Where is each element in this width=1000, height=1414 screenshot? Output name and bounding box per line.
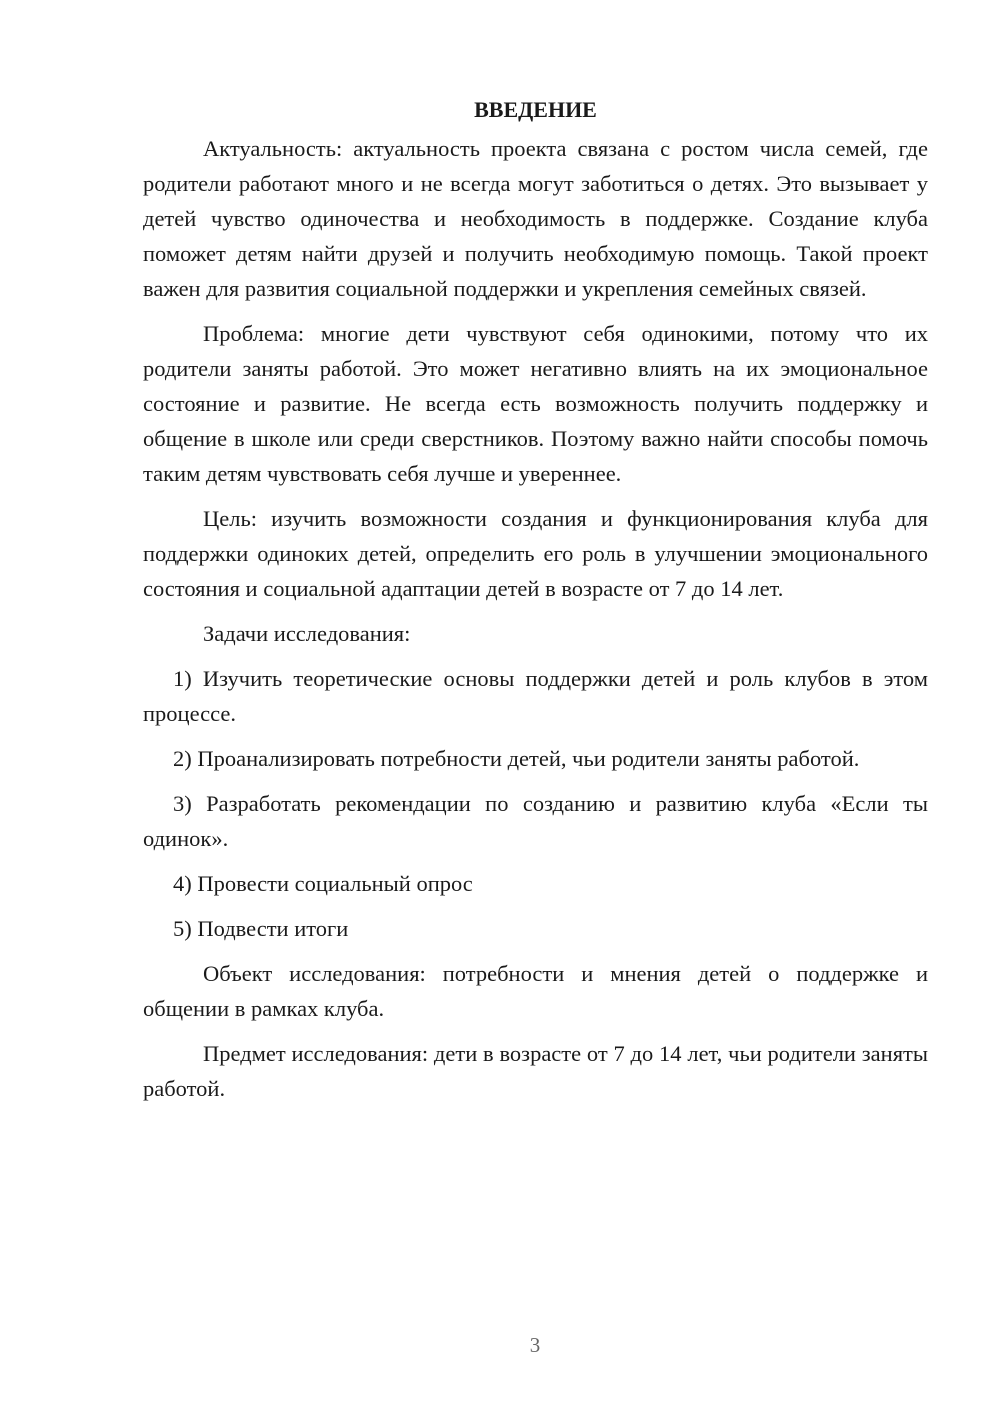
relevance-paragraph: Актуальность: актуальность проекта связана с ростом числа семей, где родители работают много и не всегда могут заботиться о детях. Это вызывает у детей чувство одиночества и необходимость в поддержке. Создание клуба поможет детям найти друзей и получить необходимую помощь. Такой проект важен для развития социальной поддержки и укрепления семейных связей. [143, 136, 928, 301]
subject-paragraph: Предмет исследования: дети в возрасте от 7 до 14 лет, чьи родители заняты работой. [143, 1041, 928, 1101]
task-item: 3) Разработать рекомендации по созданию и развитию клуба «Если ты одинок». [143, 791, 928, 851]
tasks-title: Задачи исследования: [203, 621, 411, 646]
task-item: 2) Проанализировать потребности детей, чьи родители заняты работой. [173, 746, 860, 771]
task-list [143, 661, 928, 946]
object-paragraph: Объект исследования: потребности и мнения детей о поддержке и общении в рамках клуба. [143, 961, 928, 1021]
section-heading: ВВЕДЕНИЕ [474, 97, 597, 122]
document-page [143, 92, 928, 1116]
task-item: 5) Подвести итоги [173, 916, 349, 941]
goal-paragraph: Цель: изучить возможности создания и функционирования клуба для поддержки одиноких детей, определить его роль в улучшении эмоционального состояния и социальной адаптации детей в возрасте от 7 до 14 лет. [143, 506, 928, 601]
page-number: 3 [529, 1333, 541, 1357]
task-item: 1) Изучить теоретические основы поддержки детей и роль клубов в этом процессе. [143, 666, 928, 726]
problem-paragraph: Проблема: многие дети чувствуют себя одинокими, потому что их родители заняты работой. Это может негативно влиять на их эмоциональное состояние и развитие. Не всегда есть возможность получить поддержку и общение в школе или среди сверстников. Поэтому важно найти способы помочь таким детям чувствовать себя лучше и увереннее. [143, 321, 928, 486]
task-item: 4) Провести социальный опрос [173, 871, 473, 896]
